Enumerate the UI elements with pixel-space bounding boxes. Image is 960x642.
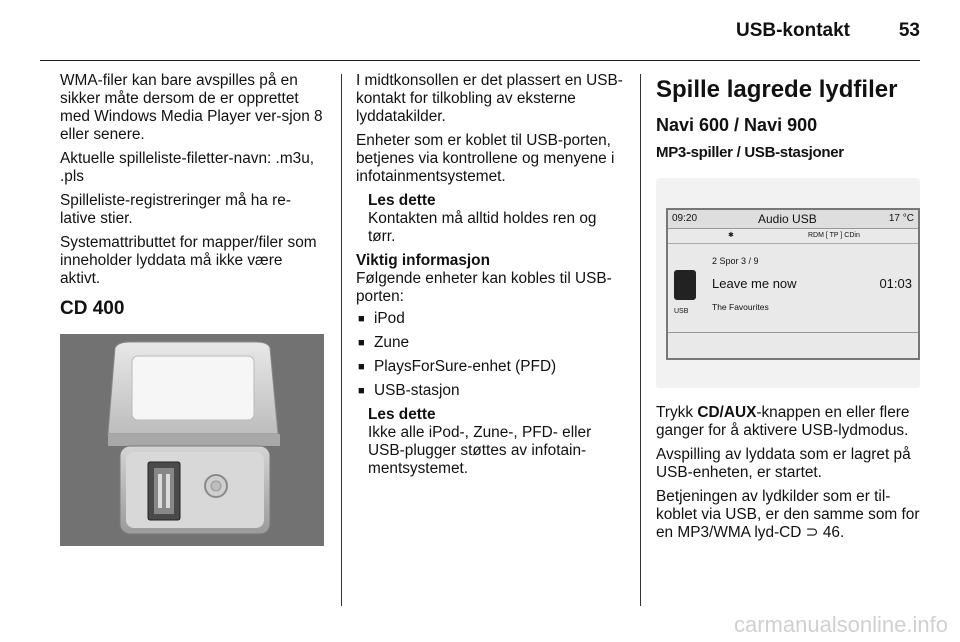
source-label: USB bbox=[674, 308, 689, 315]
artist-name: The Favourites bbox=[712, 302, 769, 312]
status-flags: RDM [ TP ] CDin bbox=[808, 232, 860, 239]
note-title: Les dette bbox=[368, 406, 436, 423]
paragraph bbox=[656, 404, 924, 440]
infotainment-screen-photo bbox=[656, 178, 920, 388]
arrow-right-icon: ⊃ bbox=[805, 524, 819, 541]
info-title: Viktig informasjon bbox=[356, 252, 490, 269]
column-2 bbox=[356, 72, 628, 484]
sub-heading: Navi 600 / Navi 900 bbox=[656, 115, 818, 135]
paragraph: Avspilling av lyddata som er lagret på USB-enheten, er startet. bbox=[656, 446, 911, 481]
list-item: ■ Zune bbox=[356, 334, 628, 352]
clock: 09:20 bbox=[672, 213, 698, 224]
device-list bbox=[356, 310, 628, 400]
screen-status-row bbox=[668, 229, 918, 244]
track-info: 2 Spor 3 / 9 bbox=[712, 256, 759, 266]
text-run: Betjeningen av lydkilder som er til-koblet via USB, er den samme som for en MP3/WMA lyd-CD bbox=[656, 488, 920, 541]
note-title: Les dette bbox=[368, 192, 436, 209]
playback-time: 01:03 bbox=[879, 276, 912, 291]
column-divider-2 bbox=[640, 74, 641, 606]
usb-source-icon bbox=[674, 270, 696, 300]
paragraph: Spilleliste-registreringer må ha re-lative stier. bbox=[60, 192, 291, 227]
page-number: 53 bbox=[898, 20, 920, 41]
column-3 bbox=[656, 72, 922, 172]
screen-status-bar bbox=[668, 210, 918, 229]
column-1 bbox=[60, 72, 326, 318]
text-run: Trykk bbox=[656, 404, 698, 421]
note-body: Ikke alle iPod-, Zune-, PFD- eller USB-plugger støttes av infotain-mentsystemet. bbox=[368, 424, 592, 477]
page-header bbox=[0, 0, 960, 62]
paragraph: Enheter som er koblet til USB-porten, betjenes via kontrollene og menyene i infotainmentsystemet. bbox=[356, 132, 615, 185]
paragraph: Systemattributtet for mapper/filer som inneholder lyddata må ikke være aktivt. bbox=[60, 234, 317, 287]
bluetooth-icon: ✱ bbox=[728, 232, 734, 239]
display-screen bbox=[666, 208, 920, 360]
page-reference: 46. bbox=[822, 524, 845, 541]
list-item: ■ USB-stasjon bbox=[356, 382, 628, 400]
note-box bbox=[368, 192, 628, 246]
paragraph: WMA-filer kan bare avspilles på en sikker måte dersom de er opprettet med Windows Media Player ver-sjon 8 eller senere. bbox=[60, 72, 323, 143]
paragraph: I midtkonsollen er det plassert en USB-kontakt for tilkobling av eksterne lyddatakilder. bbox=[356, 72, 623, 125]
text-run: -knappen en eller flere ganger for å aktivere USB-lydmodus. bbox=[656, 404, 910, 439]
usb-port-illustration bbox=[60, 334, 324, 546]
running-title: USB-kontakt bbox=[735, 20, 850, 41]
watermark: carmanualsonline.info bbox=[733, 612, 948, 637]
header-rule bbox=[40, 60, 920, 61]
song-title: Leave me now bbox=[712, 276, 797, 291]
temperature: 17 °C bbox=[888, 213, 914, 224]
note-body: Kontakten må alltid holdes ren og tørr. bbox=[368, 210, 597, 245]
column-divider-1 bbox=[341, 74, 342, 606]
screen-title: Audio USB bbox=[758, 212, 817, 226]
list-item: ■ PlaysForSure-enhet (PFD) bbox=[356, 358, 628, 376]
list-item: ■ iPod bbox=[356, 310, 628, 328]
main-heading: Spille lagrede lydfiler bbox=[656, 76, 898, 103]
section-heading: CD 400 bbox=[60, 298, 125, 319]
note-box bbox=[368, 406, 628, 478]
paragraph bbox=[656, 488, 924, 542]
screen-divider bbox=[668, 332, 918, 333]
info-body: Følgende enheter kan kobles til USB-porten: bbox=[356, 270, 612, 305]
column-3-body bbox=[656, 404, 924, 548]
sub-sub-heading: MP3-spiller / USB-stasjoner bbox=[656, 144, 844, 161]
button-name: CD/AUX bbox=[697, 404, 757, 421]
paragraph: Aktuelle spilleliste-filetter-navn: .m3u, .pls bbox=[60, 150, 315, 185]
usb-port-photo bbox=[60, 334, 324, 546]
